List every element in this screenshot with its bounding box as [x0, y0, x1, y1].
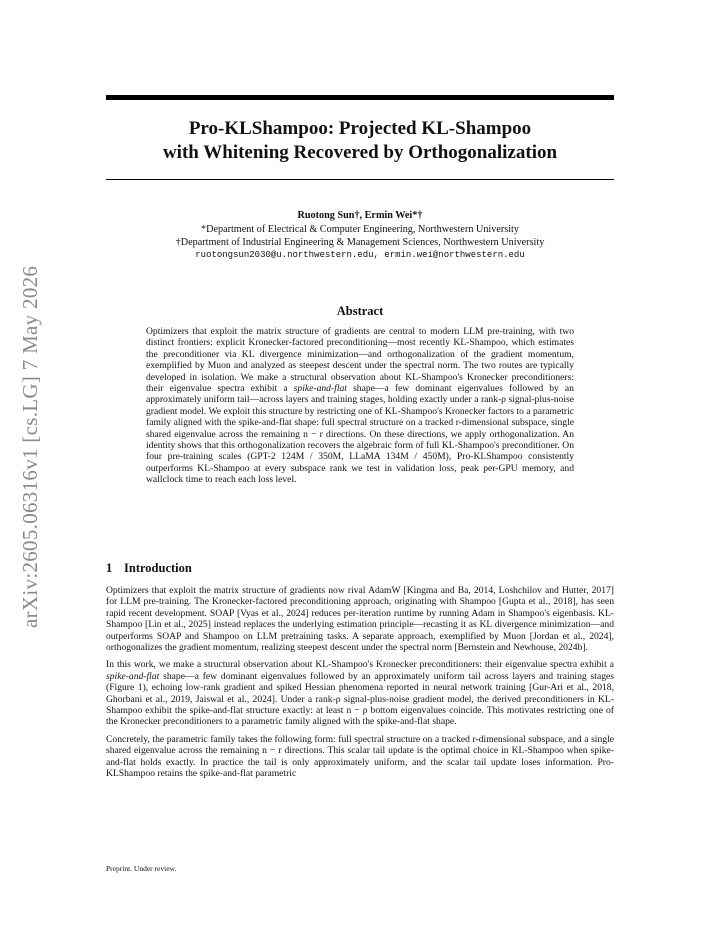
- title-line-1: Pro-KLShampoo: Projected KL-Shampoo: [188, 118, 532, 139]
- abstract-heading: Abstract: [336, 304, 384, 318]
- title-top-rule: [106, 95, 614, 100]
- affiliation-2: †Department of Industrial Engineering & Management Sciences, Northwestern University: [175, 237, 545, 248]
- intro-p2-emphasis: spike-and-flat: [106, 670, 160, 682]
- intro-paragraph-3: Concretely, the parametric family takes the following form: full spectral structure on a tracked r-dimensional subspace, and a single shared eigenvalue across the remaining n − r directions. This scalar tail update is the optimal choice in KL-Shampoo when spike-and-flat holds exactly. In practice the tail is only approximately uniform, and the scalar tail update loses information. Pro-KLShampoo retains the spike-and-flat parametric: [106, 733, 614, 780]
- abstract-part-1: Optimizers that exploit the matrix structure of gradients are central to modern LLM pre-training, with two distinct frontiers: explicit Kronecker-factored preconditioning—most recently KL-Shampoo, which estimates the preconditioner via KL divergence minimization—and orthogonalization of the gradient momentum, exemplified by Muon and analyzed as steepest descent under the spectral norm. The two routes are typically developed in isolation. We make a structural observation about KL-Shampoo's Kronecker preconditioners: their eigenvalue spectra exhibit a: [146, 326, 574, 395]
- intro-p2-part-2: shape—a few dominant eigenvalues followed by an approximately uniform tail across layers and training stages (Figure 1), echoing low-rank gradient and spiked Hessian phenomena reported in neural network training [Gur-Ari et al., 2018, Ghorbani et al., 2019, Jaiswal et al., 2024]. Under a rank-ρ signal-plus-noise gradient model, the derived preconditioners in KL-Shampoo exhibit the spike-and-flat structure exactly: at least n − ρ bottom eigenvalues coincide. This motivates restricting one of the Kronecker preconditioners to a parametric family aligned with the spike-and-flat shape.: [106, 670, 614, 728]
- section-title: Introduction: [124, 561, 192, 575]
- author-names: Ruotong Sun†, Ermin Wei*†: [297, 210, 423, 221]
- author-block: [106, 209, 614, 262]
- intro-paragraph-1: Optimizers that exploit the matrix structure of gradients now rival AdamW [Kingma and Ba, 2014, Loshchilov and Hutter, 2017] for LLM pre-training. The Kronecker-factored preconditioning approach, originating with Shampoo [Gupta et al., 2018], has seen rapid recent development. SOAP [Vyas et al., 2024] reduces per-iteration runtime by running Adam in Shampoo's eigenbasis. KL-Shampoo [Lin et al., 2025] instead replaces the underlying estimation principle—recasting it as KL divergence minimization—and outperforms SOAP and Shampoo on LLM pretraining tasks. A separate approach, exemplified by Muon [Jordan et al., 2024], orthogonalizes the gradient momentum, realizing steepest descent under the spectral norm [Bernstein and Newhouse, 2024b].: [106, 585, 614, 654]
- intro-paragraph-2: [106, 659, 614, 727]
- section-heading: [106, 561, 192, 576]
- abstract-emphasis: spike-and-flat: [293, 383, 347, 395]
- section-number: 1: [106, 561, 113, 575]
- title-line-2: with Whitening Recovered by Orthogonalization: [162, 142, 558, 163]
- title-bottom-rule: [106, 179, 614, 180]
- paper-title: [106, 117, 614, 165]
- preprint-footer: Preprint. Under review.: [106, 864, 177, 873]
- arxiv-sidebar-stamp: arXiv:2605.06316v1 [cs.LG] 7 May 2026: [18, 265, 42, 628]
- affiliation-1: *Department of Electrical & Computer Engineering, Northwestern University: [201, 224, 519, 235]
- abstract-part-2: shape—a few dominant eigenvalues followed by an approximately uniform tail—across layers and training stages, holding exactly under a rank-ρ signal-plus-noise gradient model. We exploit this structure by restricting one of KL-Shampoo's Kronecker factors to a parametric family aligned with the spike-and-flat shape: full spectral structure on a tracked r-dimensional subspace, single shared eigenvalue across the remaining n − r directions. On these directions, we apply orthogonalization. An identity shows that this orthogonalization recovers the algebraic form of full KL-Shampoo's preconditioner. On four pre-training scales (GPT-2 124M / 350M, LLaMA 134M / 450M), Pro-KLShampoo consistently outperforms KL-Shampoo at every subspace rank we test in validation loss, peak per-GPU memory, and wallclock time to reach each loss level.: [146, 383, 574, 486]
- abstract-text: [146, 326, 574, 486]
- author-emails: ruotongsun2030@u.northwestern.edu, ermin.wei@northwestern.edu: [195, 250, 525, 260]
- intro-body: [106, 585, 614, 786]
- intro-p2-part-1: In this work, we make a structural observation about KL-Shampoo's Kronecker preconditioners: their eigenvalue spectra exhibit a: [106, 659, 614, 671]
